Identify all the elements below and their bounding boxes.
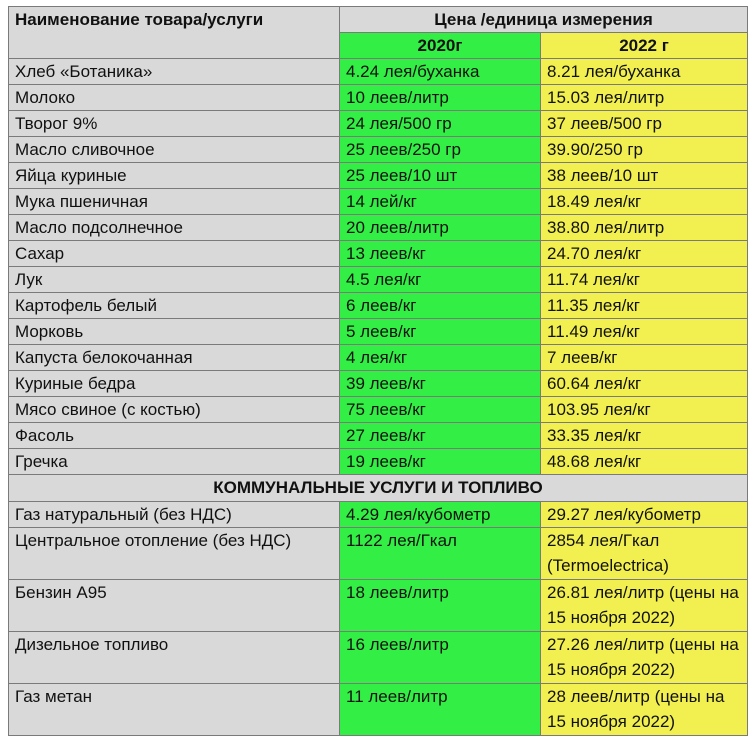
- table-row: [9, 319, 748, 345]
- item-name-cell: Лук: [9, 267, 340, 293]
- price-2020-cell: 4.5 лея/кг: [340, 267, 541, 293]
- price-2022-cell: 103.95 лея/кг: [541, 397, 748, 423]
- item-name-cell: Хлеб «Ботаника»: [9, 59, 340, 85]
- table-row: [9, 397, 748, 423]
- header-year-2022: 2022 г: [541, 33, 748, 59]
- price-2022-cell: 8.21 лея/буханка: [541, 59, 748, 85]
- item-name-cell: Куриные бедра: [9, 371, 340, 397]
- price-2022-cell: 60.64 лея/кг: [541, 371, 748, 397]
- price-2020-cell: 39 леев/кг: [340, 371, 541, 397]
- table-row: [9, 632, 748, 684]
- price-2022-cell: 27.26 лея/литр (цены на 15 ноября 2022): [541, 632, 748, 684]
- item-name-cell: Яйца куриные: [9, 163, 340, 189]
- table-row: [9, 85, 748, 111]
- item-name-cell: Газ метан: [9, 684, 340, 736]
- price-2020-cell: 20 леев/литр: [340, 215, 541, 241]
- price-2022-cell: 28 леев/литр (цены на 15 ноября 2022): [541, 684, 748, 736]
- price-2020-cell: 75 леев/кг: [340, 397, 541, 423]
- price-2022-cell: 15.03 лея/литр: [541, 85, 748, 111]
- price-2020-cell: 6 леев/кг: [340, 293, 541, 319]
- section-title: КОММУНАЛЬНЫЕ УСЛУГИ И ТОПЛИВО: [9, 475, 748, 502]
- item-name-cell: Газ натуральный (без НДС): [9, 502, 340, 528]
- table-row: [9, 111, 748, 137]
- header-row-1: [9, 7, 748, 33]
- item-name-cell: Мясо свиное (с костью): [9, 397, 340, 423]
- table-row: [9, 423, 748, 449]
- table-row: [9, 580, 748, 632]
- price-2020-cell: 27 леев/кг: [340, 423, 541, 449]
- price-2022-cell: 48.68 лея/кг: [541, 449, 748, 475]
- price-2022-cell: 7 леев/кг: [541, 345, 748, 371]
- price-table: [8, 6, 748, 736]
- price-2020-cell: 1122 лея/Гкал: [340, 528, 541, 580]
- item-name-cell: Сахар: [9, 241, 340, 267]
- table-row: [9, 449, 748, 475]
- table-row: [9, 163, 748, 189]
- table-row: [9, 137, 748, 163]
- price-2022-cell: 18.49 лея/кг: [541, 189, 748, 215]
- price-2022-cell: 24.70 лея/кг: [541, 241, 748, 267]
- price-2022-cell: 38 леев/10 шт: [541, 163, 748, 189]
- price-2020-cell: 4.29 лея/кубометр: [340, 502, 541, 528]
- item-name-cell: Мука пшеничная: [9, 189, 340, 215]
- price-2022-cell: 38.80 лея/литр: [541, 215, 748, 241]
- table-row: [9, 502, 748, 528]
- item-name-cell: Бензин А95: [9, 580, 340, 632]
- table-row: [9, 293, 748, 319]
- price-2022-cell: 11.74 лея/кг: [541, 267, 748, 293]
- item-name-cell: Масло сливочное: [9, 137, 340, 163]
- table-row: [9, 189, 748, 215]
- price-2022-cell: 11.35 лея/кг: [541, 293, 748, 319]
- table-row: [9, 59, 748, 85]
- item-name-cell: Фасоль: [9, 423, 340, 449]
- item-name-cell: Центральное отопление (без НДС): [9, 528, 340, 580]
- price-2020-cell: 5 леев/кг: [340, 319, 541, 345]
- price-2022-cell: 29.27 лея/кубометр: [541, 502, 748, 528]
- header-year-2020: 2020г: [340, 33, 541, 59]
- table-row: [9, 371, 748, 397]
- table-row: [9, 345, 748, 371]
- section-row: [9, 475, 748, 502]
- price-2020-cell: 16 леев/литр: [340, 632, 541, 684]
- price-2020-cell: 25 леев/250 гр: [340, 137, 541, 163]
- item-name-cell: Морковь: [9, 319, 340, 345]
- item-name-cell: Масло подсолнечное: [9, 215, 340, 241]
- price-2020-cell: 25 леев/10 шт: [340, 163, 541, 189]
- price-2020-cell: 4 лея/кг: [340, 345, 541, 371]
- table-row: [9, 267, 748, 293]
- item-name-cell: Творог 9%: [9, 111, 340, 137]
- item-name-cell: Картофель белый: [9, 293, 340, 319]
- price-2022-cell: 33.35 лея/кг: [541, 423, 748, 449]
- price-2022-cell: 11.49 лея/кг: [541, 319, 748, 345]
- item-name-cell: Молоко: [9, 85, 340, 111]
- price-2022-cell: 2854 лея/Гкал (Termoelectrica): [541, 528, 748, 580]
- table-row: [9, 241, 748, 267]
- header-price-cell: Цена /единица измерения: [340, 7, 748, 33]
- price-2022-cell: 37 леев/500 гр: [541, 111, 748, 137]
- price-2020-cell: 14 лей/кг: [340, 189, 541, 215]
- price-2022-cell: 26.81 лея/литр (цены на 15 ноября 2022): [541, 580, 748, 632]
- item-name-cell: Капуста белокочанная: [9, 345, 340, 371]
- price-2022-cell: 39.90/250 гр: [541, 137, 748, 163]
- table-row: [9, 215, 748, 241]
- table-row: [9, 684, 748, 736]
- price-2020-cell: 18 леев/литр: [340, 580, 541, 632]
- price-2020-cell: 4.24 лея/буханка: [340, 59, 541, 85]
- item-name-cell: Гречка: [9, 449, 340, 475]
- item-name-cell: Дизельное топливо: [9, 632, 340, 684]
- header-name-cell: Наименование товара/услуги: [9, 7, 340, 59]
- price-2020-cell: 10 леев/литр: [340, 85, 541, 111]
- price-2020-cell: 24 лея/500 гр: [340, 111, 541, 137]
- price-2020-cell: 11 леев/литр: [340, 684, 541, 736]
- price-2020-cell: 13 леев/кг: [340, 241, 541, 267]
- table-row: [9, 528, 748, 580]
- price-2020-cell: 19 леев/кг: [340, 449, 541, 475]
